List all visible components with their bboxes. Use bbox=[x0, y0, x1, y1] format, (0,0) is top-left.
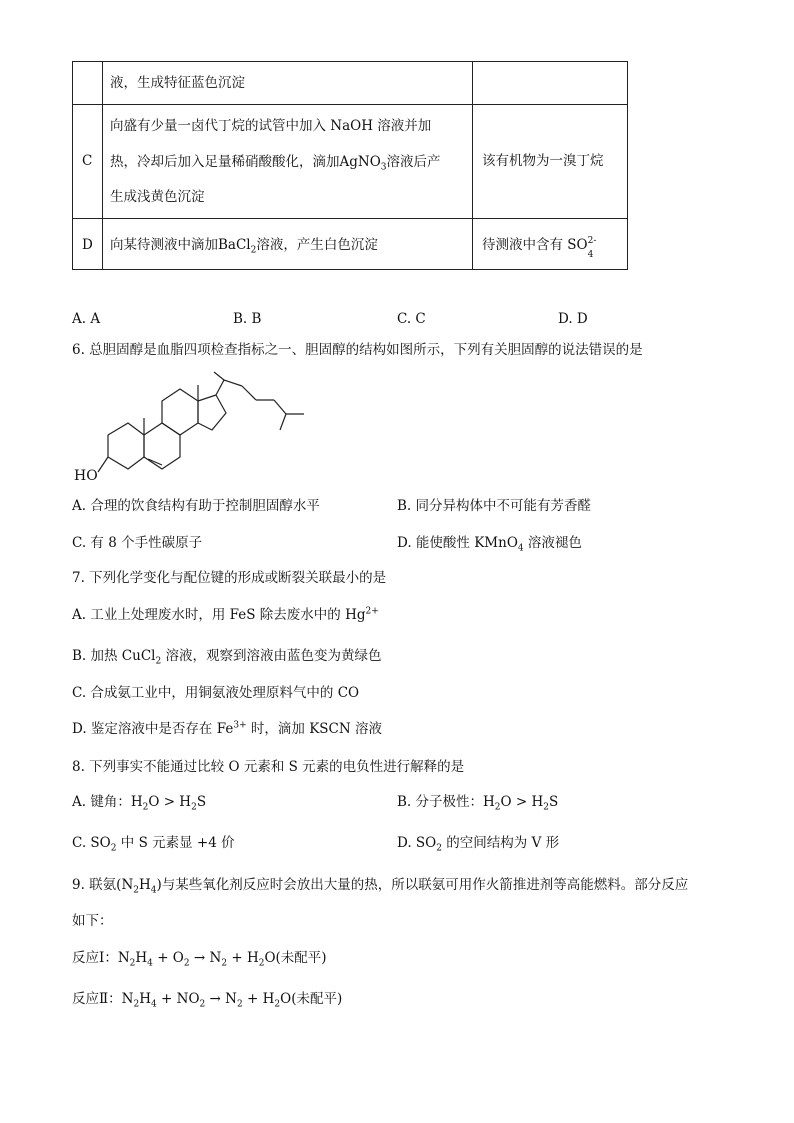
q6-option-c: C. 有 8 个手性碳原子 bbox=[72, 535, 203, 551]
row2-label: C bbox=[82, 153, 93, 169]
q6-option-b: B. 同分异构体中不可能有芳香醛 bbox=[397, 498, 592, 514]
q7-option-a: A. 工业上处理废水时，用 FeS 除去废水中的 $Hg^{2+}$ bbox=[72, 606, 379, 623]
q9-stem-line2: 如下： bbox=[72, 913, 113, 929]
row3-conclusion: 待测液中含有 SO 2- 4 bbox=[482, 236, 597, 260]
ring-d bbox=[198, 395, 226, 430]
row2-conclusion: 该有机物为一溴丁烷 bbox=[482, 153, 604, 169]
q7-stem: 7. 下列化学变化与配位键的形成或断裂关联最小的是 bbox=[72, 570, 387, 586]
q9-stem-line1: 9. 联氨$(N_2H_4)$与某些氧化剂反应时会放出大量的热，所以联氨可用作火箭推进剂等高能燃料。部分反应 bbox=[72, 877, 689, 896]
answer-table bbox=[72, 61, 628, 270]
cholesterol-structure-diagram bbox=[70, 368, 330, 488]
q5-option-b: B. B bbox=[233, 311, 262, 327]
row2-content-line3: 生成浅黄色沉淀 bbox=[110, 189, 205, 205]
q7-option-d: D. 鉴定溶液中是否存在 $Fe^{3+}$ 时，滴加 KSCN 溶液 bbox=[72, 720, 382, 737]
row2-content-line1: 向盛有少量一卤代丁烷的试管中加入 NaOH 溶液并加 bbox=[110, 118, 432, 134]
q9-reaction-1: 反应Ⅰ：$N_2H_4 + O_2 \to N_2 + H_2O$(未配平) bbox=[72, 950, 327, 969]
q8-stem: 8. 下列事实不能通过比较 O 元素和 S 元素的电负性进行解释的是 bbox=[72, 759, 465, 775]
row2-content-line2: 热，冷却后加入足量稀硝酸酸化，滴加AgNO$_3$溶液后产 bbox=[110, 154, 441, 173]
q8-option-b: B. 分子极性：$H_2O > H_2S$ bbox=[397, 794, 559, 813]
q5-option-c: C. C bbox=[397, 311, 426, 327]
ring-a bbox=[108, 423, 144, 469]
q5-option-d: D. D bbox=[558, 311, 588, 327]
row3-label: D bbox=[82, 237, 93, 253]
ring-c bbox=[162, 389, 198, 435]
q8-option-d: D. $SO_2$ 的空间结构为 V 形 bbox=[397, 835, 560, 854]
q5-option-a: A. A bbox=[72, 311, 101, 327]
q6-option-a: A. 合理的饮食结构有助于控制胆固醇水平 bbox=[72, 498, 320, 514]
row3-content: 向某待测液中滴加BaCl$_2$溶液，产生白色沉淀 bbox=[110, 237, 378, 256]
q6-option-d: D. 能使酸性 KMnO$_4$ 溶液褪色 bbox=[397, 535, 582, 554]
row1-content: 液，生成特征蓝色沉淀 bbox=[110, 75, 245, 91]
q8-option-c: C. $SO_2$ 中 S 元素显 +4 价 bbox=[72, 835, 235, 854]
q7-option-c: C. 合成氨工业中，用铜氨液处理原料气中的 CO bbox=[72, 685, 360, 701]
ring-b bbox=[144, 423, 180, 469]
q9-reaction-2: 反应Ⅱ：$N_2H_4 + NO_2 \to N_2 + H_2O$(未配平) bbox=[72, 991, 343, 1010]
q8-option-a: A. 键角：$H_2O > H_2S$ bbox=[72, 794, 207, 813]
ho-label: HO bbox=[74, 468, 98, 484]
q7-option-b: B. 加热 CuCl$_2$ 溶液，观察到溶液由蓝色变为黄绿色 bbox=[72, 648, 382, 667]
q6-stem: 6. 总胆固醇是血脂四项检查指标之一、胆固醇的结构如图所示，下列有关胆固醇的说法错误的是 bbox=[72, 342, 643, 358]
